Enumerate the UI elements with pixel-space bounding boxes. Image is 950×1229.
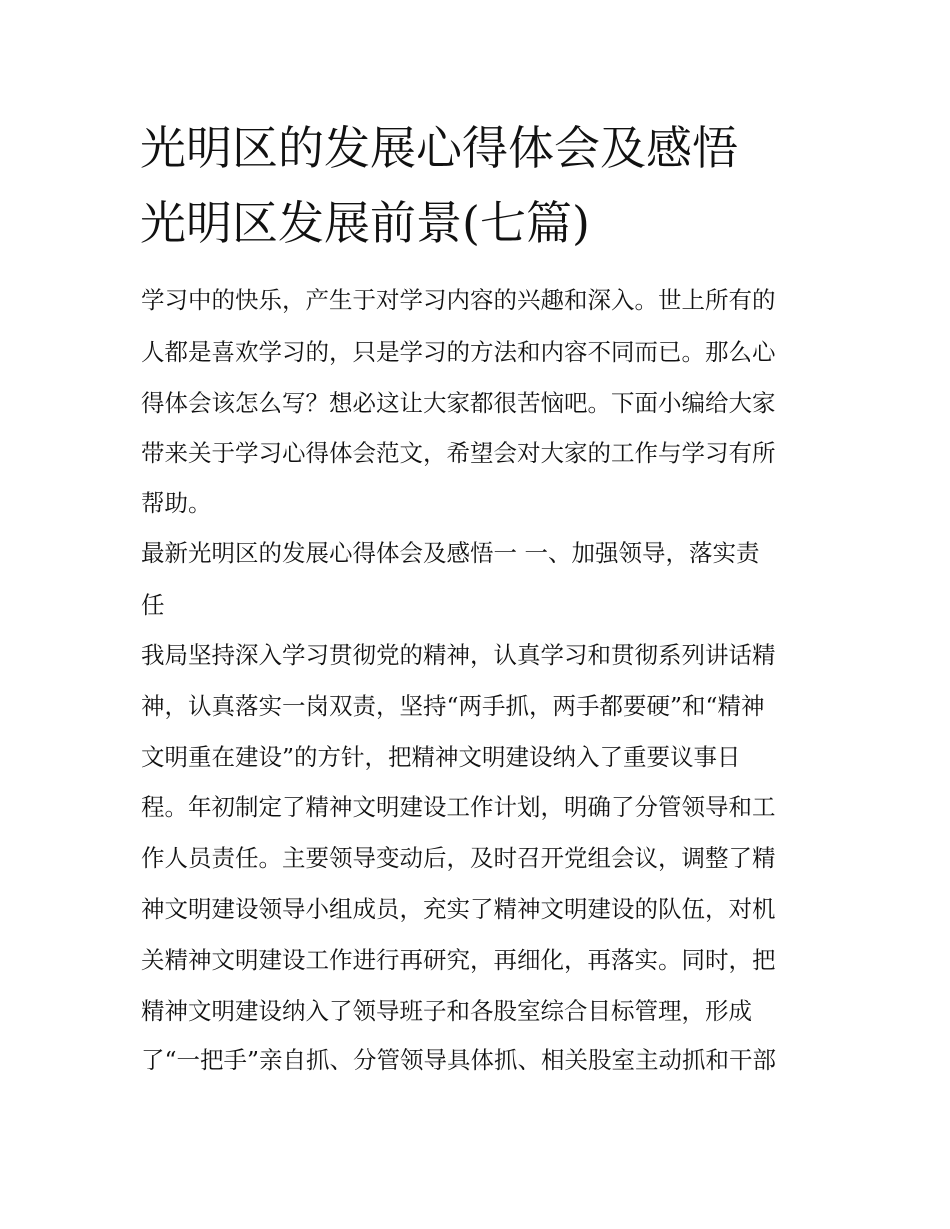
document-title-line-2: 光明区发展前景(七篇) <box>140 196 590 250</box>
section-heading-line-2: 任 <box>141 591 165 619</box>
body-line-9: 了“一把手”亲自抓、分管领导具体抓、相关股室主动抓和干部 <box>141 1046 777 1074</box>
body-line-3: 文明重在建设”的方针，把精神文明建设纳入了重要议事日 <box>141 743 741 771</box>
intro-line-1: 学习中的快乐，产生于对学习内容的兴趣和深入。世上所有的 <box>141 286 776 314</box>
body-line-2: 神，认真落实一岗双责，坚持“两手抓，两手都要硬”和“精神 <box>141 692 765 720</box>
intro-line-4: 带来关于学习心得体会范文，希望会对大家的工作与学习有所 <box>141 439 776 467</box>
intro-line-3: 得体会该怎么写？想必这让大家都很苦恼吧。下面小编给大家 <box>141 389 776 417</box>
body-line-6: 神文明建设领导小组成员，充实了精神文明建设的队伍，对机 <box>141 895 776 923</box>
body-line-8: 精神文明建设纳入了领导班子和各股室综合目标管理，形成 <box>141 997 752 1025</box>
body-line-7: 关精神文明建设工作进行再研究，再细化，再落实。同时，把 <box>141 946 776 974</box>
document-title-line-1: 光明区的发展心得体会及感悟 <box>140 121 738 175</box>
intro-line-2: 人都是喜欢学习的，只是学习的方法和内容不同而已。那么心 <box>141 338 776 366</box>
body-line-1: 我局坚持深入学习贯彻党的精神，认真学习和贯彻系列讲话精 <box>141 641 776 669</box>
body-line-4: 程。年初制定了精神文明建设工作计划，明确了分管领导和工 <box>141 793 776 821</box>
intro-line-5: 帮助。 <box>141 489 212 517</box>
section-heading-line-1: 最新光明区的发展心得体会及感悟一 一、加强领导，落实责 <box>141 539 760 567</box>
body-line-5: 作人员责任。主要领导变动后，及时召开党组会议，调整了精 <box>141 844 776 872</box>
